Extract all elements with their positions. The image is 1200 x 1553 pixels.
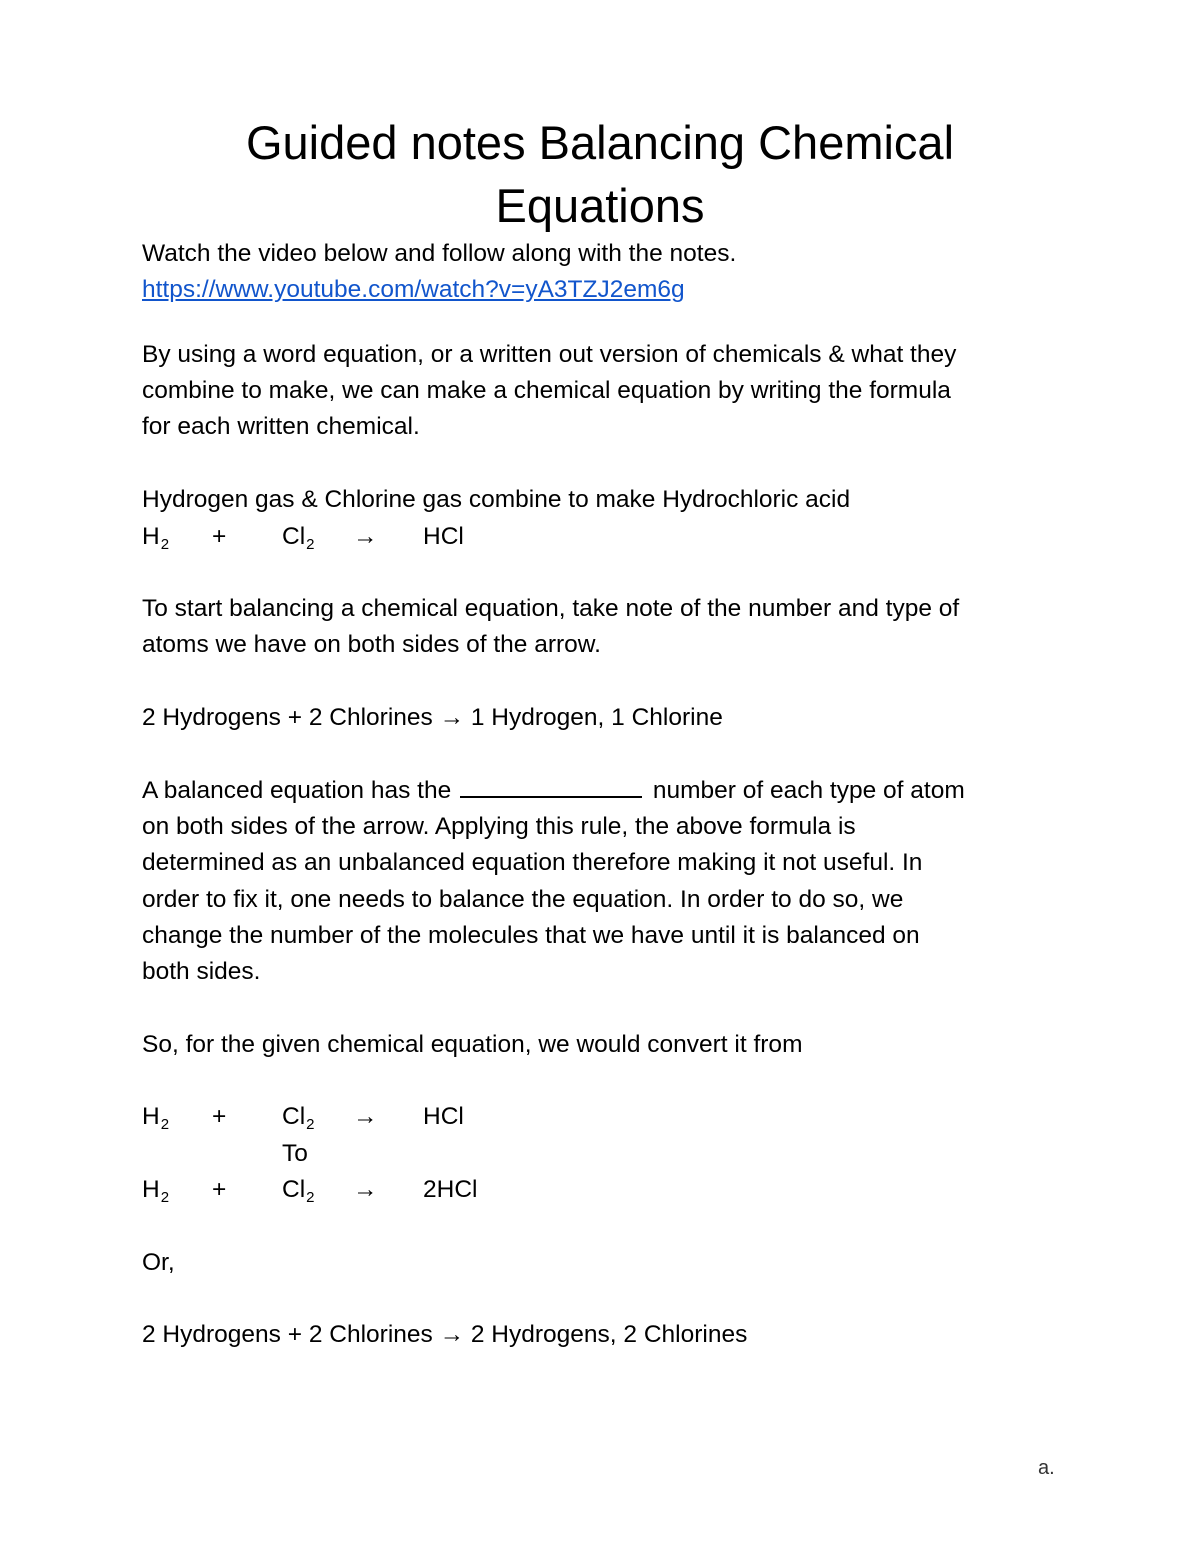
equation-arrow: → (353, 523, 378, 550)
to-plus: + (212, 1176, 227, 1203)
paragraph-3-line-5: change the number of the molecules that we have until it is balanced on (142, 922, 920, 949)
to-arrow: → (353, 1176, 378, 1203)
paragraph-2-line-1: To start balancing a chemical equation, take note of the number and type of (142, 595, 960, 622)
paragraph-2-line-2: atoms we have on both sides of the arrow. (142, 631, 601, 658)
blank-suffix-text: number of each type of atom (652, 777, 965, 804)
to-reactant-hydrogen (142, 1172, 169, 1208)
hydrogen-symbol: H (142, 523, 160, 550)
equation-reactant-hydrogen (142, 519, 169, 555)
video-link-line (142, 272, 685, 308)
from-plus: + (212, 1103, 227, 1130)
fill-in-blank (460, 774, 642, 798)
paragraph-1-line-1: By using a word equation, or a written out version of chemicals & what they (142, 341, 957, 368)
chlorine-subscript: 2 (306, 536, 315, 553)
unbalanced-equation (0, 519, 1200, 555)
equation-plus: + (212, 523, 227, 550)
to-label: To (282, 1140, 308, 1167)
example-sentence: Hydrogen gas & Chlorine gas combine to make Hydrochloric acid (142, 486, 851, 513)
page-title-line-2: Equations (495, 179, 705, 232)
to-row (0, 1136, 1200, 1172)
paragraph-3-line-1 (142, 773, 965, 809)
from-reactant-chlorine (282, 1099, 314, 1135)
hydrogen-subscript: 2 (160, 1116, 170, 1133)
hydrogen-subscript: 2 (160, 536, 170, 553)
to-reactant-chlorine (282, 1172, 314, 1208)
equation-to (0, 1172, 1200, 1208)
chlorine-symbol: Cl (282, 523, 306, 550)
paragraph-3-line-6: both sides. (142, 958, 261, 985)
paragraph-1-line-2: combine to make, we can make a chemical equation by writing the formula (142, 377, 951, 404)
paragraph-3-line-4: order to fix it, one needs to balance the equation. In order to do so, we (142, 886, 904, 913)
page-title-line-1: Guided notes Balancing Chemical (245, 116, 955, 169)
paragraph-1-line-3: for each written chemical. (142, 413, 420, 440)
page-number: a. (1038, 1457, 1055, 1479)
hydrogen-subscript: 2 (160, 1189, 170, 1206)
equation-from (0, 1099, 1200, 1135)
paragraph-3-line-2: on both sides of the arrow. Applying this rule, the above formula is (142, 813, 856, 840)
chlorine-symbol: Cl (282, 1103, 306, 1130)
chlorine-subscript: 2 (306, 1116, 315, 1133)
chlorine-subscript: 2 (306, 1189, 315, 1206)
from-product: HCl (423, 1103, 464, 1130)
equation-reactant-chlorine (282, 519, 314, 555)
hydrogen-symbol: H (142, 1103, 160, 1130)
equation-product: HCl (423, 523, 464, 550)
conversion-intro: So, for the given chemical equation, we would convert it from (142, 1031, 803, 1058)
or-label: Or, (142, 1249, 175, 1276)
from-reactant-hydrogen (142, 1099, 169, 1135)
instruction-text: Watch the video below and follow along with the notes. (142, 240, 737, 267)
atom-count-balanced: 2 Hydrogens + 2 Chlorines → 2 Hydrogens, 2 Chlorines (142, 1321, 748, 1348)
to-product: 2HCl (423, 1176, 478, 1203)
from-arrow: → (353, 1103, 378, 1130)
blank-prefix-text: A balanced equation has the (142, 777, 452, 804)
paragraph-3-line-3: determined as an unbalanced equation therefore making it not useful. In (142, 849, 923, 876)
video-link[interactable]: https://www.youtube.com/watch?v=yA3TZJ2em6g (142, 276, 685, 303)
hydrogen-symbol: H (142, 1176, 160, 1203)
chlorine-symbol: Cl (282, 1176, 306, 1203)
atom-count-unbalanced: 2 Hydrogens + 2 Chlorines → 1 Hydrogen, 1 Chlorine (142, 704, 723, 731)
